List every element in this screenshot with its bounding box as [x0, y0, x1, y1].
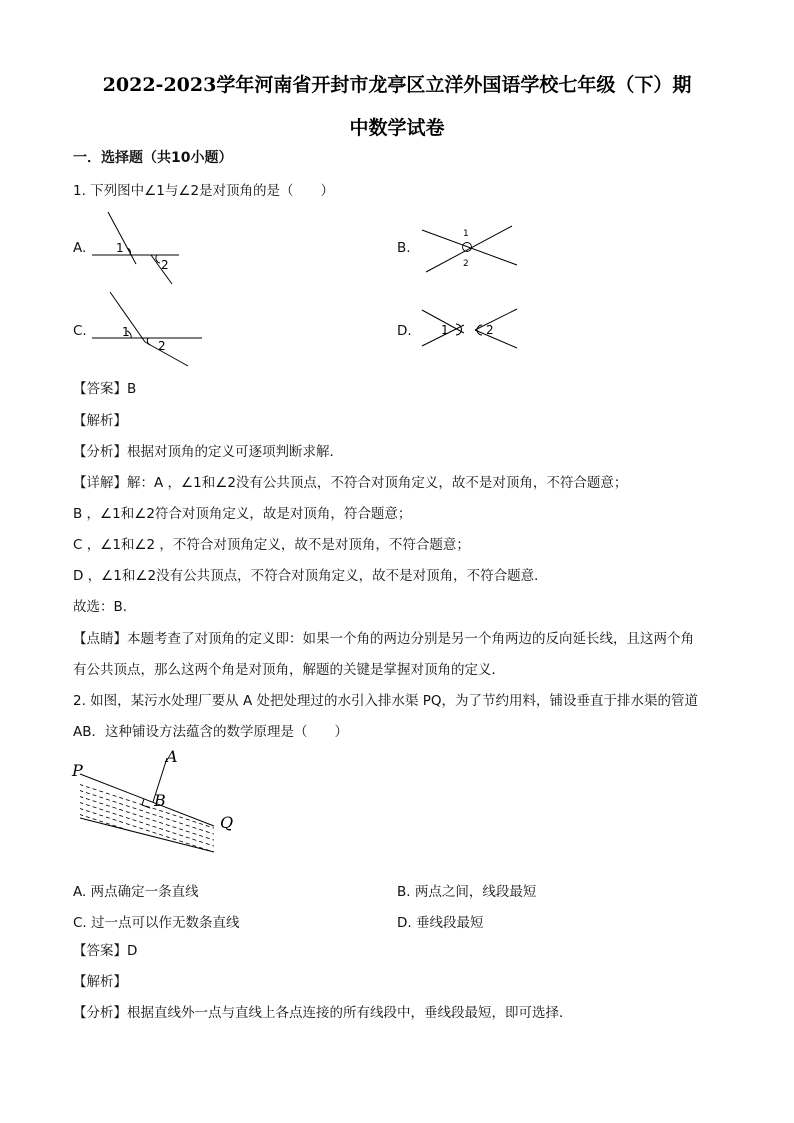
q1-dianjing-tag: 【点睛】: [73, 631, 127, 647]
section-heading: 一．选择题（共10小题）: [73, 150, 233, 166]
q1-xiangjie-line: [73, 474, 627, 492]
q2-answer-tag: 【答案】: [73, 943, 127, 959]
q1-option-b-label: B.: [397, 240, 411, 256]
q1b-angle2-label: 2: [463, 259, 469, 269]
q1-dianjing-line2: 有公共顶点，那么这两个角是对顶角，解题的关键是掌握对顶角的定义．: [73, 662, 505, 678]
q2-fenxi-tag: 【分析】: [73, 1005, 127, 1021]
q1-answer-line: [73, 380, 136, 398]
q1-analysis-tag: 【解析】: [73, 413, 127, 429]
q2-label-p: P: [72, 761, 83, 780]
q1a-angle1-label: 1: [116, 241, 124, 255]
q1-figure-a: [86, 208, 186, 288]
q1-figure-b: [418, 222, 522, 276]
q1-dianjing-1: 本题考查了对顶角的定义即：如果一个角的两边分别是另一个角两边的反向延长线，且这两个角: [127, 631, 694, 647]
q1b-angle1-label: 1: [463, 229, 469, 239]
q1-line-c: C ，∠1和∠2 ，不符合对顶角定义，故不是对顶角，不符合题意；: [73, 537, 470, 553]
exam-title-line2: 中数学试卷: [349, 117, 445, 139]
q1-figure-c: [88, 290, 206, 370]
q2-answer-line: [73, 942, 137, 960]
q2-option-a: A. 两点确定一条直线: [73, 884, 199, 900]
q1c-angle2-label: 2: [158, 339, 166, 353]
q1-option-d-label: D.: [397, 323, 412, 339]
q1-choice: 故选：B．: [73, 599, 137, 615]
q1c-angle1-label: 1: [122, 325, 130, 339]
q1-fenxi-line: [73, 443, 343, 461]
q1d-angle1-label: 1: [441, 323, 449, 337]
q1-fenxi: 根据对顶角的定义可逐项判断求解．: [127, 444, 343, 460]
q2-label-b: B: [154, 791, 166, 810]
q2-analysis-tag: 【解析】: [73, 974, 127, 990]
q1-option-a-label: A.: [73, 240, 87, 256]
q1-answer-tag: 【答案】: [73, 381, 127, 397]
q2-fenxi: 根据直线外一点与直线上各点连接的所有线段中，垂线段最短，即可选择．: [127, 1005, 573, 1021]
q1-fenxi-tag: 【分析】: [73, 444, 127, 460]
exam-title-line1: 2022-2023学年河南省开封市龙亭区立洋外国语学校七年级（下）期: [102, 74, 692, 96]
q1-line-b: B ，∠1和∠2符合对顶角定义，故是对顶角，符合题意；: [73, 506, 412, 522]
q1-dianjing-line1: [73, 630, 694, 648]
q1a-angle2-label: 2: [161, 258, 169, 272]
q2-fenxi-line: [73, 1004, 573, 1022]
q2-label-a: A: [166, 747, 178, 766]
q1d-angle2-label: 2: [486, 323, 494, 337]
q2-channel-figure: [66, 746, 246, 860]
q2-stem-line1: 2. 如图，某污水处理厂要从 A 处把处理过的水引入排水渠 PQ，为了节约用料，铺设垂直于排水渠的管道: [73, 693, 699, 709]
q1-xiangjie-tag: 【详解】: [73, 475, 127, 491]
q2-option-c: C. 过一点可以作无数条直线: [73, 915, 240, 931]
q2-label-q: Q: [220, 813, 234, 832]
q1-answer: B: [127, 381, 137, 397]
q1-xiangjie: 解：A ，∠1和∠2没有公共顶点，不符合对顶角定义，故不是对顶角，不符合题意；: [127, 475, 628, 491]
q2-answer: D: [127, 943, 138, 959]
q2-stem-line2: AB．这种铺设方法蕴含的数学原理是（ ）: [73, 724, 348, 740]
q2-water-hatch: [66, 780, 226, 860]
q1-option-c-label: C.: [73, 323, 87, 339]
q1-line-d: D ，∠1和∠2没有公共顶点，不符合对顶角定义，故不是对顶角，不符合题意．: [73, 568, 548, 584]
q1-figure-d: [418, 306, 522, 350]
q1-stem: 1. 下列图中∠1与∠2是对顶角的是（ ）: [73, 183, 335, 199]
q2-option-b: B. 两点之间，线段最短: [397, 884, 537, 900]
q2-option-d: D. 垂线段最短: [397, 915, 484, 931]
